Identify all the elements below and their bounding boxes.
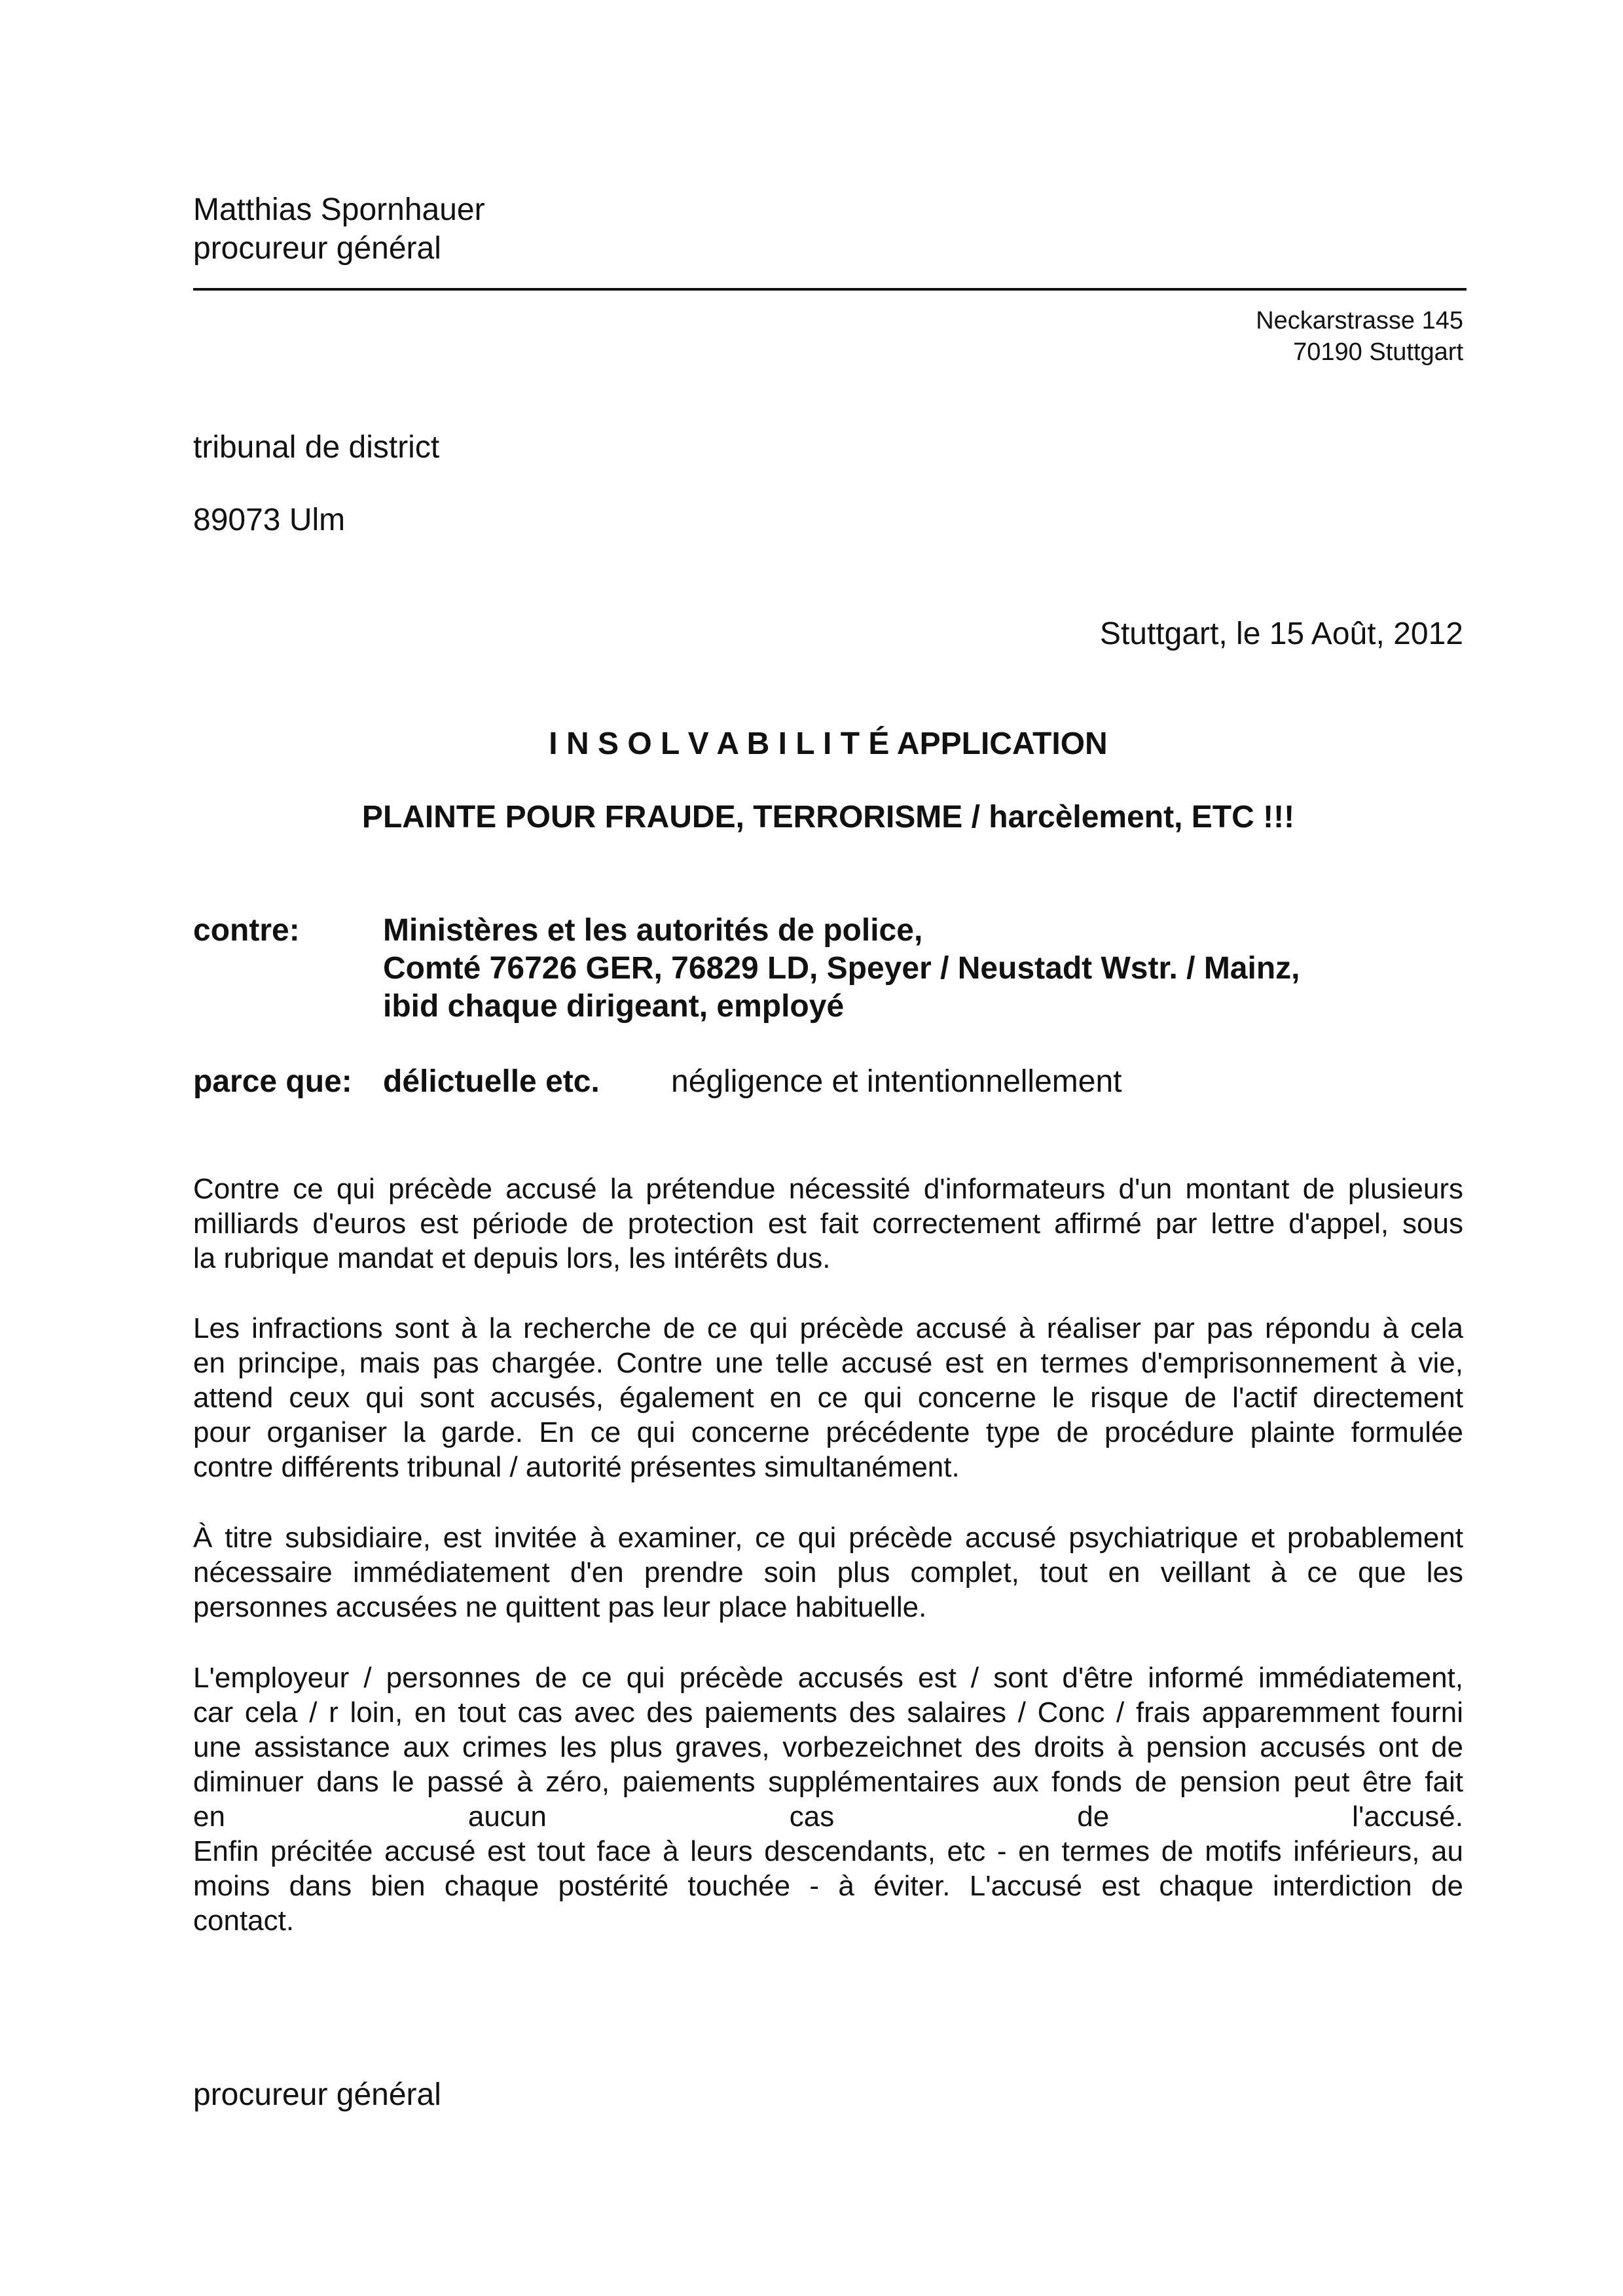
body-paragraph xyxy=(193,1660,1463,1938)
paragraph-line: L'employeur / personnes de ce qui précède accusés est / sont d'être informé immédiatement, xyxy=(193,1662,1463,1694)
paragraph-line: attend ceux qui sont accusés, également en ce qui concerne le risque de l'actif directement xyxy=(193,1382,1463,1414)
paragraph-line: À titre subsidiaire, est invitée à examiner, ce qui précède accusé psychiatrique et probablement xyxy=(193,1522,1463,1554)
paragraph-line: une assistance aux crimes les plus graves, vorbezeichnet des droits à pension accusés ont de xyxy=(193,1731,1463,1763)
address-city: 70190 Stuttgart xyxy=(1293,338,1463,366)
parce-que-bold-value: délictuelle etc. xyxy=(383,1064,600,1099)
paragraph-line: Les infractions sont à la recherche de ce qui précède accusé à réaliser par pas répondu à cela xyxy=(193,1312,1463,1344)
contre-line: ibid chaque dirigeant, employé xyxy=(383,989,845,1024)
paragraph-line: milliards d'euros est période de protection est fait correctement affirmé par lettre d'appel, sous xyxy=(193,1208,1463,1240)
paragraph-line: contre différents tribunal / autorité présentes simultanément. xyxy=(193,1451,960,1483)
paragraph-line: en principe, mais pas chargée. Contre une telle accusé est en termes d'emprisonnement à vie, xyxy=(193,1347,1463,1379)
document-subtitle: PLAINTE POUR FRAUDE, TERRORISME / harcèlement, ETC !!! xyxy=(361,800,1295,834)
paragraph-line: Enfin précitée accusé est tout face à leurs descendants, etc - en termes de motifs inférieurs, au xyxy=(193,1835,1463,1867)
paragraph-line: pour organiser la garde. En ce qui concerne précédente type de procédure plainte formulée xyxy=(193,1416,1463,1448)
recipient-name: tribunal de district xyxy=(193,430,440,465)
parce-que-normal-value: négligence et intentionnellement xyxy=(671,1064,1122,1099)
paragraph-line: la rubrique mandat et depuis lors, les intérêts dus. xyxy=(193,1242,831,1274)
parce-que-label: parce que: xyxy=(193,1064,352,1099)
contre-label: contre: xyxy=(193,913,300,948)
header-divider xyxy=(193,288,1467,291)
address-street: Neckarstrasse 145 xyxy=(1256,307,1463,334)
paragraph-line: car cela / r loin, en tout cas avec des paiements des salaires / Conc / frais apparemment fourni xyxy=(193,1696,1463,1729)
paragraph-line: contact. xyxy=(193,1905,295,1937)
paragraph-line: moins dans bien chaque postérité touchée - à éviter. L'accusé est chaque interdiction de xyxy=(193,1870,1463,1902)
paragraph-line: Contre ce qui précède accusé la prétendue nécessité d'informateurs d'un montant de plusieurs xyxy=(193,1173,1463,1205)
sender-name: Matthias Spornhauer xyxy=(193,192,485,227)
body-paragraph xyxy=(193,1172,1463,1276)
paragraph-line: diminuer dans le passé à zéro, paiements supplémentaires aux fonds de pension peut être fait xyxy=(193,1766,1463,1798)
recipient-city: 89073 Ulm xyxy=(193,503,346,537)
paragraph-line: personnes accusées ne quittent pas leur place habituelle. xyxy=(193,1591,927,1623)
sender-title: procureur général xyxy=(193,231,441,266)
contre-line: Ministères et les autorités de police, xyxy=(383,913,923,948)
paragraph-line: en aucun cas de l'accusé. xyxy=(193,1801,1463,1833)
signature-title: procureur général xyxy=(193,2077,441,2112)
body-paragraph xyxy=(193,1520,1463,1624)
document-title: I N S O L V A B I L I T É APPLICATION xyxy=(549,726,1108,761)
date-line: Stuttgart, le 15 Août, 2012 xyxy=(1099,617,1463,651)
contre-line: Comté 76726 GER, 76829 LD, Speyer / Neustadt Wstr. / Mainz, xyxy=(383,951,1300,986)
body-paragraph xyxy=(193,1311,1463,1484)
paragraph-line: nécessaire immédiatement d'en prendre soin plus complet, tout en veillant à ce que les xyxy=(193,1556,1463,1588)
